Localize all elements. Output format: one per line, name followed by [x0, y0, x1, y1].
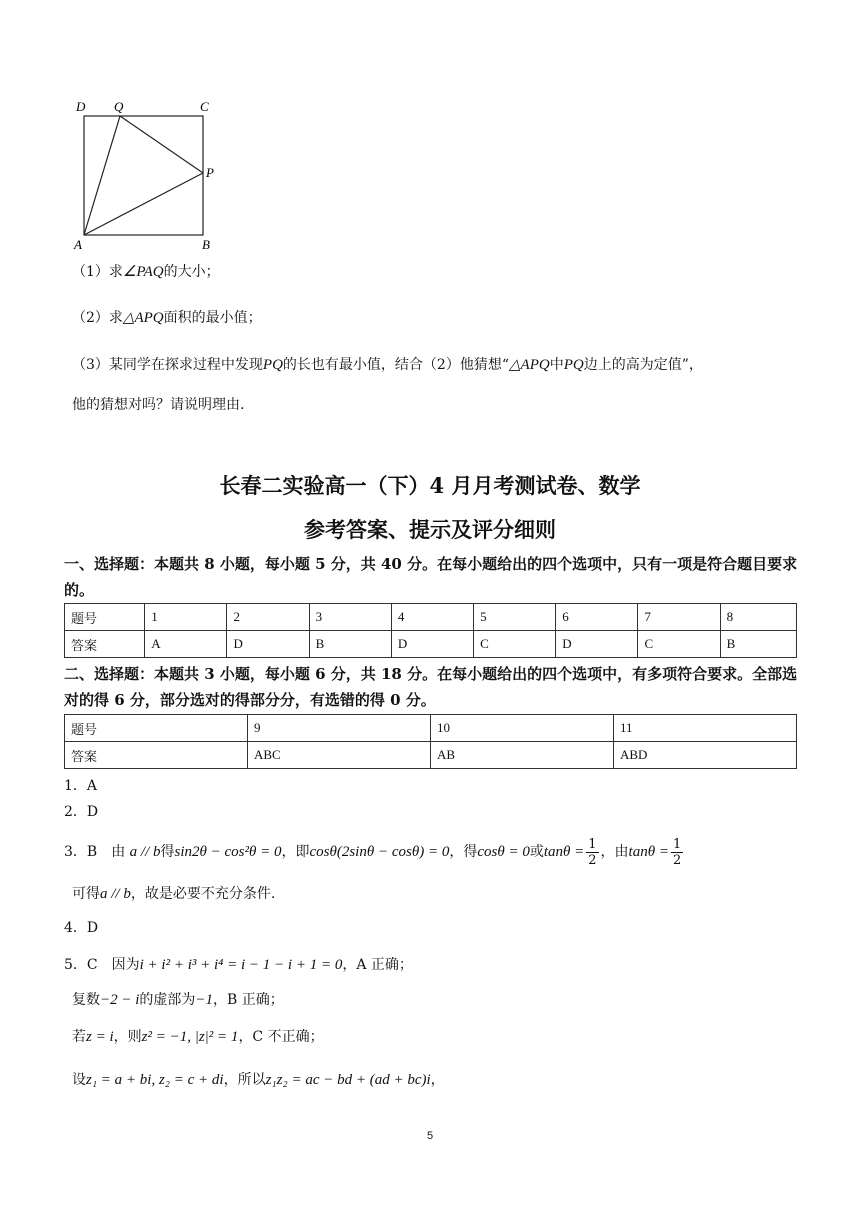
- table-cell: C: [638, 631, 720, 658]
- table-cell: 5: [474, 604, 556, 631]
- solution-3-line2: 可得a // b，故是必要不充分条件.: [72, 886, 276, 902]
- solution-5: 5．C 因为i + i² + i³ + i⁴ = i − 1 − i + 1 = 0，A 正确；: [64, 957, 413, 973]
- section1-table: [64, 603, 797, 658]
- question-3: （3）某同学在探求过程中发现PQ的长也有最小值，结合（2）他猜想“△APQ中PQ边上的高为定值”，: [72, 357, 703, 373]
- table-cell: ABC: [248, 742, 431, 769]
- solution-5-line2: 复数−2 − i的虚部为−1，B 正确；: [72, 992, 284, 1008]
- label-d: D: [76, 99, 86, 114]
- table-cell: 6: [556, 604, 638, 631]
- table-cell: 2: [227, 604, 309, 631]
- segment-aq: [84, 116, 120, 235]
- label-a: A: [74, 237, 82, 252]
- table-row: [65, 604, 797, 631]
- solution-5-line3: 若z = i，则z² = −1, |z|² = 1，C 不正确；: [72, 1029, 324, 1045]
- solution-3: 3．B 由 a // b得sin2θ − cos²θ = 0，即cosθ(2sinθ − cosθ) = 0，得cosθ = 0或tanθ = $\frac{1}{2}$ ，由tanθ = $\frac{1}{2}$: [64, 836, 682, 868]
- section1-heading: 一、选择题：本题共 8 小题，每小题 5 分，共 40 分。在每小题给出的四个选项中，只有一项是符合题目要求的。: [64, 555, 798, 599]
- label-p: P: [206, 165, 214, 180]
- solution-1: 1．A: [64, 778, 98, 794]
- table-cell: 3: [309, 604, 391, 631]
- segment-ap: [84, 173, 203, 235]
- table-cell: D: [227, 631, 309, 658]
- fraction-one-half: $\frac{1}{2}$: [588, 836, 597, 868]
- table-cell: 7: [638, 604, 720, 631]
- section2-table: [64, 714, 797, 769]
- table-cell: D: [556, 631, 638, 658]
- question-1: （1）求∠PAQ的大小；: [72, 264, 220, 280]
- page-number: 5: [426, 1130, 434, 1142]
- table-cell: 8: [720, 604, 796, 631]
- segment-qp: [120, 116, 203, 173]
- table-header-cell: 题号: [65, 715, 248, 742]
- table-cell: ABD: [614, 742, 797, 769]
- label-c: C: [200, 99, 209, 114]
- solution-4: 4．D: [64, 920, 99, 936]
- table-cell: 9: [248, 715, 431, 742]
- table-cell: 4: [391, 604, 473, 631]
- solution-2: 2．D: [64, 804, 99, 820]
- table-cell: 1: [145, 604, 227, 631]
- table-cell: AB: [431, 742, 614, 769]
- table-cell: A: [145, 631, 227, 658]
- table-header-cell: 答案: [65, 631, 145, 658]
- document-subtitle: 参考答案、提示及评分细则: [304, 517, 556, 542]
- table-cell: 11: [614, 715, 797, 742]
- table-row: [65, 715, 797, 742]
- label-q: Q: [114, 99, 124, 114]
- table-row: [65, 742, 797, 769]
- label-b: B: [202, 237, 210, 252]
- table-cell: B: [309, 631, 391, 658]
- table-header-cell: 题号: [65, 604, 145, 631]
- fraction-one-half: $\frac{1}{2}$: [672, 836, 682, 868]
- table-cell: C: [474, 631, 556, 658]
- table-cell: 10: [431, 715, 614, 742]
- question-2: （2）求△APQ面积的最小值；: [72, 310, 262, 326]
- table-header-cell: 答案: [65, 742, 248, 769]
- square-figure: [70, 96, 220, 256]
- table-cell: D: [391, 631, 473, 658]
- table-cell: B: [720, 631, 796, 658]
- table-row: [65, 631, 797, 658]
- section2-heading: 二、选择题：本题共 3 小题，每小题 6 分，共 18 分。在每小题给出的四个选项中，有多项符合要求。全部选对的得 6 分，部分选对的得部分分，有选错的得 0 分。: [64, 665, 798, 709]
- question-3-line2: 他的猜想对吗？请说明理由.: [72, 397, 245, 413]
- solution-5-line4: 设z₁ = a + bi, z₂ = c + di，所以z₁z₂ = ac − bd + (ad + bc)i，: [72, 1072, 445, 1088]
- document-title: 长春二实验高一（下）4 月月考测试卷、数学: [219, 473, 641, 498]
